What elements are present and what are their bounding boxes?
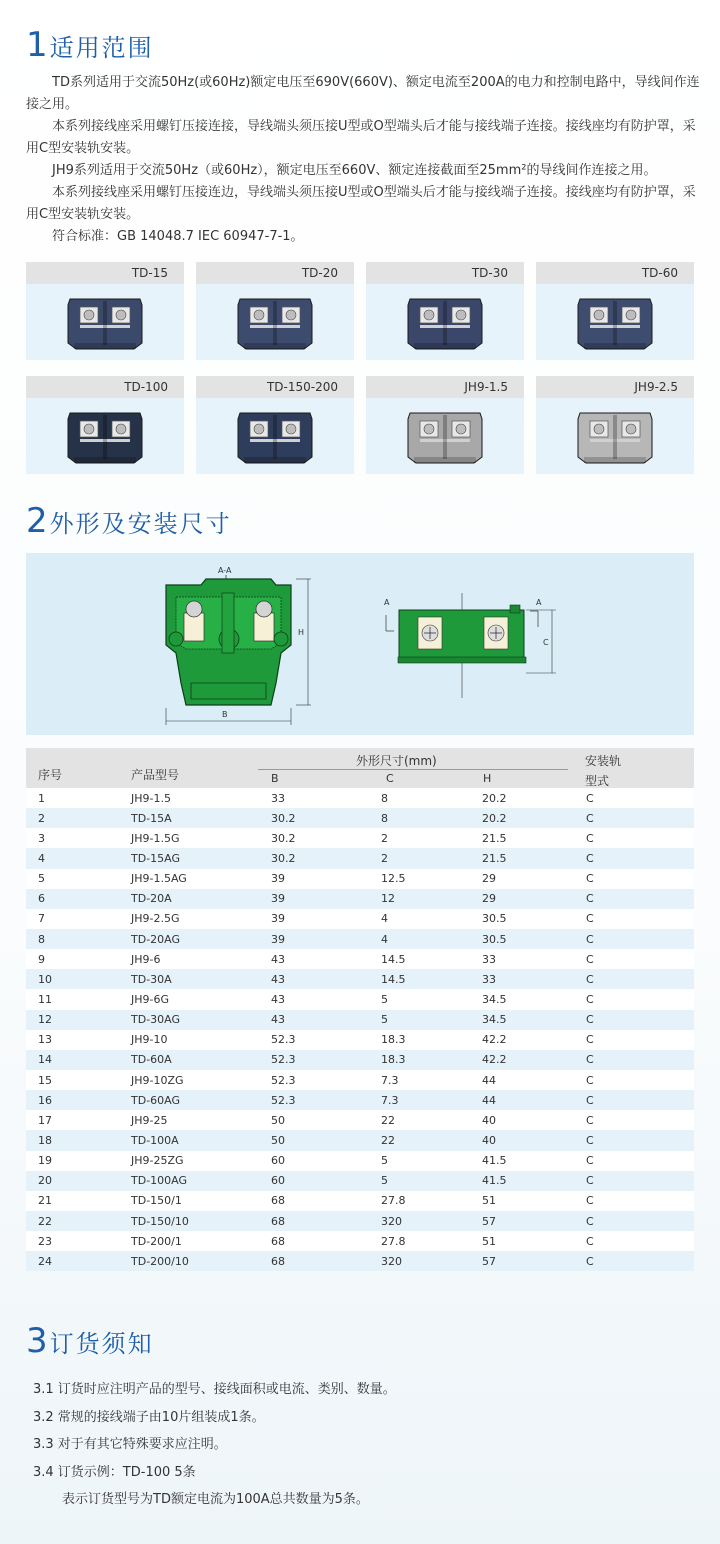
cell-model: JH9-1.5AG [131,872,187,886]
cell-seq: 24 [38,1254,52,1268]
intro-text [26,72,706,248]
table-row [26,949,694,969]
cell-model: JH9-10 [131,1033,168,1047]
cell-model: TD-200/1 [131,1234,182,1248]
cell-c: 22 [381,1133,395,1147]
table-row [26,1251,694,1271]
product-card [196,376,354,474]
table-row [26,1090,694,1110]
cell-c: 4 [381,932,388,946]
cell-c: 5 [381,1013,388,1027]
cell-h: 57 [482,1214,496,1228]
section-number: 3 [26,1321,48,1361]
product-name: TD-60 [536,262,694,284]
order-note: 表示订货型号为TD额定电流为100A总共数量为5条。 [62,1492,369,1507]
cell-rail: C [586,811,594,825]
cell-b: 43 [271,952,285,966]
table-row [26,1030,694,1050]
cell-model: JH9-6 [131,952,161,966]
cell-c: 7.3 [381,1093,399,1107]
cell-b: 33 [271,791,285,805]
cell-model: JH9-6G [131,992,170,1006]
cell-model: JH9-2.5G [131,912,180,926]
cell-h: 34.5 [482,992,507,1006]
cell-c: 320 [381,1254,402,1268]
cell-c: 5 [381,992,388,1006]
cell-seq: 2 [38,811,45,825]
intro-paragraph: TD系列适用于交流50Hz(或60Hz)额定电压至690V(660V)、额定电流至200A的电力和控制电路中，导线间作连接之用。 [26,75,700,112]
cell-rail: C [586,892,594,906]
cell-b: 43 [271,1013,285,1027]
table-row [26,1151,694,1171]
product-photo [196,284,354,360]
table-row [26,808,694,828]
cell-rail: C [586,851,594,865]
header-rail-1: 安装轨 [585,754,622,768]
product-card [26,376,184,474]
cell-h: 51 [482,1194,496,1208]
section-title: 订货须知 [49,1330,154,1358]
cell-seq: 12 [38,1013,52,1027]
product-card [536,376,694,474]
cell-c: 18.3 [381,1033,406,1047]
dim-c-label: C [543,638,549,647]
cell-seq: 13 [38,1033,52,1047]
cell-h: 29 [482,872,496,886]
dimension-table [26,748,694,1271]
cell-rail: C [586,872,594,886]
cell-c: 14.5 [381,972,406,986]
product-photo [536,398,694,474]
cell-seq: 22 [38,1214,52,1228]
intro-paragraph: 符合标准：GB 14048.7 IEC 60947-7-1。 [52,229,304,244]
cell-model: TD-20AG [131,932,181,946]
cell-c: 7.3 [381,1073,399,1087]
table-row [26,828,694,848]
cell-model: TD-15AG [131,851,181,865]
table-row [26,848,694,868]
cell-rail: C [586,1194,594,1208]
cell-model: TD-100A [131,1133,179,1147]
cell-b: 68 [271,1214,285,1228]
cell-h: 21.5 [482,851,507,865]
cell-c: 27.8 [381,1194,406,1208]
order-item: 3.4 订货示例：TD-100 5条 [33,1464,196,1480]
cell-rail: C [586,1113,594,1127]
cell-b: 43 [271,972,285,986]
cell-h: 30.5 [482,912,507,926]
cell-model: JH9-25ZG [131,1154,184,1168]
cell-c: 5 [381,1154,388,1168]
product-card [196,262,354,360]
cell-c: 12.5 [381,872,406,886]
cell-c: 2 [381,831,388,845]
cell-h: 33 [482,952,496,966]
cell-seq: 11 [38,992,52,1006]
cell-b: 30.2 [271,831,296,845]
intro-paragraph: 本系列接线座采用螺钉压接连接，导线端头须压接U型或O型端头后才能与接线端子连接。接线座均有防护罩，采用C型安装轨安装。 [26,119,696,156]
header-model: 产品型号 [131,768,180,782]
product-name: TD-15 [26,262,184,284]
header-h: H [483,772,492,785]
cell-model: TD-30A [131,972,172,986]
cell-h: 40 [482,1133,496,1147]
table-row [26,1171,694,1191]
product-card [536,262,694,360]
cell-rail: C [586,912,594,926]
product-name: JH9-2.5 [536,376,694,398]
cell-seq: 21 [38,1194,52,1208]
order-item: 3.2 常规的接线端子由10片组装成1条。 [33,1409,265,1425]
dimension-diagram [26,553,694,735]
cell-rail: C [586,1174,594,1188]
cell-b: 52.3 [271,1053,296,1067]
cell-rail: C [586,1154,594,1168]
cell-h: 44 [482,1073,496,1087]
product-photo [26,284,184,360]
table-row [26,1211,694,1231]
cell-b: 30.2 [271,811,296,825]
cell-h: 33 [482,972,496,986]
cell-rail: C [586,1053,594,1067]
product-name: TD-150-200 [196,376,354,398]
cell-c: 18.3 [381,1053,406,1067]
cell-model: TD-20A [131,892,172,906]
product-photo [26,398,184,474]
cell-rail: C [586,952,594,966]
cell-rail: C [586,1214,594,1228]
table-row [26,869,694,889]
dimension-drawing [26,553,694,735]
cell-rail: C [586,791,594,805]
table-row [26,1050,694,1070]
order-notes [33,1376,703,1514]
cell-seq: 18 [38,1133,52,1147]
cell-seq: 17 [38,1113,52,1127]
cell-seq: 14 [38,1053,52,1067]
dim-h-label: H [298,628,305,637]
table-row [26,1231,694,1251]
cross-section-view [166,566,311,725]
order-item: 3.1 订货时应注明产品的型号、接线面积或电流、类别、数量。 [33,1382,396,1397]
cell-h: 29 [482,892,496,906]
top-view [384,593,556,698]
cell-b: 39 [271,912,285,926]
product-card [366,376,524,474]
table-row [26,909,694,929]
cell-c: 8 [381,811,388,825]
cell-c: 27.8 [381,1234,406,1248]
header-seq: 序号 [38,768,63,782]
cell-seq: 15 [38,1073,52,1087]
cell-model: TD-200/10 [131,1254,189,1268]
cell-h: 40 [482,1113,496,1127]
cell-b: 39 [271,932,285,946]
cell-seq: 8 [38,932,45,946]
cell-rail: C [586,1093,594,1107]
cell-c: 5 [381,1174,388,1188]
section-title: 外形及安装尺寸 [49,510,232,538]
cell-model: TD-30AG [131,1013,181,1027]
cell-rail: C [586,1073,594,1087]
product-photo [536,284,694,360]
cell-b: 43 [271,992,285,1006]
cell-b: 52.3 [271,1033,296,1047]
table-row [26,1070,694,1090]
cell-h: 42.2 [482,1033,507,1047]
table-header [26,748,694,788]
section-number: 2 [26,501,48,541]
product-name: TD-30 [366,262,524,284]
cell-h: 30.5 [482,932,507,946]
cell-h: 41.5 [482,1154,507,1168]
cell-b: 39 [271,872,285,886]
cell-seq: 1 [38,791,45,805]
product-grid [26,262,694,474]
cell-model: TD-60AG [131,1093,181,1107]
cell-c: 4 [381,912,388,926]
header-rail-2: 型式 [585,774,610,788]
cell-b: 39 [271,892,285,906]
cell-h: 51 [482,1234,496,1248]
cell-rail: C [586,1033,594,1047]
cell-rail: C [586,1133,594,1147]
header-c: C [386,772,394,785]
cell-c: 8 [381,791,388,805]
cell-seq: 7 [38,912,45,926]
cell-model: JH9-25 [131,1113,168,1127]
intro-paragraph: JH9系列适用于交流50Hz（或60Hz），额定电压至660V、额定连接截面至25mm²的导线间作连接之用。 [52,163,657,178]
cell-b: 30.2 [271,851,296,865]
cell-seq: 5 [38,872,45,886]
cell-seq: 9 [38,952,45,966]
product-card [26,262,184,360]
table-row [26,929,694,949]
cell-rail: C [586,831,594,845]
cell-seq: 16 [38,1093,52,1107]
table-row [26,1130,694,1150]
cell-h: 21.5 [482,831,507,845]
cell-rail: C [586,1254,594,1268]
cell-rail: C [586,992,594,1006]
header-divider [258,769,568,770]
table-row [26,788,694,808]
table-row [26,1191,694,1211]
section-number: 1 [26,25,48,65]
section-3-heading [26,1321,154,1361]
table-row [26,1110,694,1130]
product-name: JH9-1.5 [366,376,524,398]
section-title: 适用范围 [49,34,154,62]
section-label: A-A [218,566,232,575]
cell-model: TD-15A [131,811,172,825]
section-arrow-right: A [536,598,542,607]
section-2-heading [26,501,232,541]
product-name: TD-100 [26,376,184,398]
product-photo [366,398,524,474]
cell-c: 320 [381,1214,402,1228]
cell-h: 42.2 [482,1053,507,1067]
cell-c: 2 [381,851,388,865]
cell-rail: C [586,972,594,986]
cell-rail: C [586,1234,594,1248]
header-b: B [271,772,279,785]
cell-seq: 10 [38,972,52,986]
cell-h: 20.2 [482,811,507,825]
product-photo [366,284,524,360]
cell-seq: 3 [38,831,45,845]
cell-c: 22 [381,1113,395,1127]
order-item: 3.3 对于有其它特殊要求应注明。 [33,1437,227,1452]
cell-model: TD-150/10 [131,1214,189,1228]
cell-h: 20.2 [482,791,507,805]
cell-model: TD-60A [131,1053,172,1067]
cell-h: 44 [482,1093,496,1107]
section-1-heading [26,25,154,65]
table-row [26,969,694,989]
cell-model: TD-100AG [131,1174,188,1188]
cell-seq: 20 [38,1174,52,1188]
cell-h: 34.5 [482,1013,507,1027]
cell-b: 68 [271,1254,285,1268]
cell-b: 50 [271,1113,285,1127]
cell-model: JH9-10ZG [131,1073,184,1087]
table-row [26,1010,694,1030]
intro-paragraph: 本系列接线座采用螺钉压接连边，导线端头须压接U型或O型端头后才能与接线端子连接。接线座均有防护罩，采用C型安装轨安装。 [26,185,696,222]
table-row [26,889,694,909]
cell-model: TD-150/1 [131,1194,182,1208]
cell-b: 60 [271,1154,285,1168]
cell-rail: C [586,1013,594,1027]
cell-seq: 19 [38,1154,52,1168]
cell-b: 52.3 [271,1073,296,1087]
cell-b: 50 [271,1133,285,1147]
cell-model: JH9-1.5 [131,791,171,805]
cell-rail: C [586,932,594,946]
cell-b: 52.3 [271,1093,296,1107]
cell-h: 57 [482,1254,496,1268]
cell-b: 60 [271,1174,285,1188]
cell-h: 41.5 [482,1174,507,1188]
section-arrow-left: A [384,598,390,607]
cell-b: 68 [271,1194,285,1208]
cell-b: 68 [271,1234,285,1248]
table-body [26,788,694,1271]
table-row [26,989,694,1009]
cell-c: 14.5 [381,952,406,966]
header-dims: 外形尺寸(mm) [356,754,437,768]
cell-seq: 4 [38,851,45,865]
product-photo [196,398,354,474]
cell-seq: 6 [38,892,45,906]
product-card [366,262,524,360]
cell-seq: 23 [38,1234,52,1248]
product-name: TD-20 [196,262,354,284]
cell-model: JH9-1.5G [131,831,180,845]
cell-c: 12 [381,892,395,906]
dim-b-label: B [222,710,228,719]
